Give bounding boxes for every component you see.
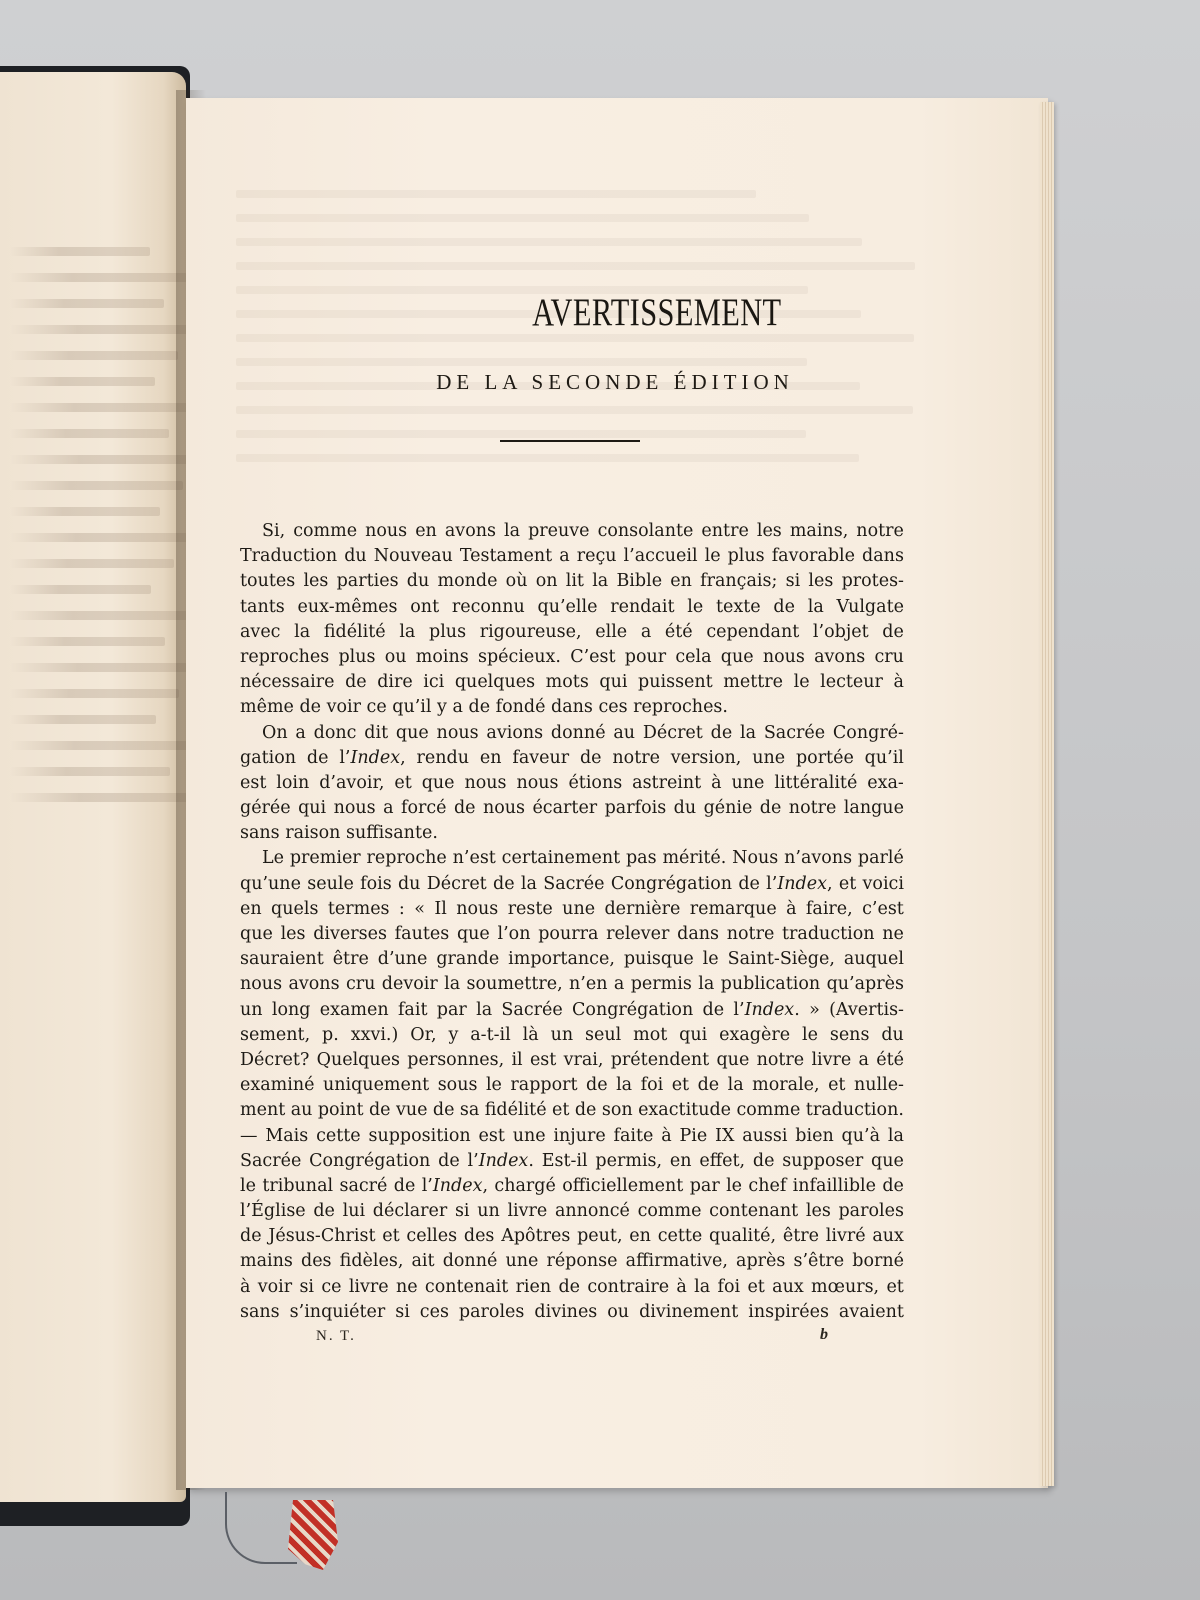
faded-line <box>10 767 170 776</box>
faded-line <box>10 533 186 542</box>
faded-line <box>10 455 186 464</box>
text-line: nous avons cru devoir la soumettre, n’en a permis la publication qu’après <box>240 974 904 995</box>
text-line: même de voir ce qu’il y a de fondé dans ces reproches. <box>240 697 728 718</box>
show-through-line <box>236 262 915 270</box>
text-line: le tribunal sacré de l’Index, chargé officiellement par le chef infaillible de <box>240 1175 904 1196</box>
page-edges <box>1040 102 1054 1486</box>
text-line: avec la fidélité la plus rigoureuse, elle a été cependant l’objet de <box>240 621 904 642</box>
faded-line <box>10 351 178 360</box>
text-line: en quels termes : « Il nous reste une dernière remarque à faire, c’est <box>240 898 904 919</box>
faded-line <box>10 507 160 516</box>
faded-line <box>10 663 186 672</box>
page-title: AVERTISSEMENT <box>532 291 782 334</box>
text-line: nécessaire de dire ici quelques mots qui puissent mettre le lecteur à <box>240 672 904 693</box>
text-line: qu’une seule fois du Décret de la Sacrée Congrégation de l’Index, et voici <box>240 873 904 894</box>
text-line: On a donc dit que nous avions donné au Décret de la Sacrée Congré- <box>262 722 904 743</box>
text-line: sement, p. xxvi.) Or, y a-t-il là un seul mot qui exagère le sens du <box>240 1024 904 1045</box>
faded-line <box>10 741 186 750</box>
signature-mark: N. T. <box>316 1328 356 1344</box>
show-through-line <box>236 214 809 222</box>
faded-line <box>10 273 186 282</box>
faded-line <box>10 299 164 308</box>
text-line: ment au point de vue de sa fidélité et de son exactitude comme traduction. <box>240 1100 904 1121</box>
show-through-line <box>236 238 862 246</box>
faded-line <box>10 325 186 334</box>
text-line: toutes les parties du monde où on lit la Bible en français; si les protes- <box>240 571 904 592</box>
show-through-line <box>236 406 913 414</box>
text-line: sans raison suffisante. <box>240 823 438 844</box>
bookmark-thread <box>225 1492 297 1564</box>
show-through-line <box>236 358 807 366</box>
show-through-line <box>236 430 806 438</box>
faded-line <box>10 403 186 412</box>
show-through-line <box>236 334 914 342</box>
faded-line <box>10 637 165 646</box>
text-line: Sacrée Congrégation de l’Index. Est-il permis, en effet, de supposer que <box>240 1150 904 1171</box>
text-line: examiné uniquement sous le rapport de la foi et de la morale, et nulle- <box>240 1075 904 1096</box>
left-page-faded-text <box>10 247 186 819</box>
text-line: Décret? Quelques personnes, il est vrai, prétendent que notre livre a été <box>240 1049 904 1070</box>
faded-line <box>10 481 183 490</box>
left-page <box>0 72 186 1502</box>
text-line: gérée qui nous a forcé de nous écarter parfois du génie de notre langue <box>240 798 904 819</box>
text-line: sans s’inquiéter si ces paroles divines ou divinement inspirées avaient <box>240 1301 904 1322</box>
text-line: reproches plus ou moins spécieux. C’est pour cela que nous avons cru <box>240 646 904 667</box>
show-through-line <box>236 454 859 462</box>
body-text <box>240 519 904 1325</box>
show-through-line <box>236 190 756 198</box>
text-line: Le premier reproche n’est certainement pas mérité. Nous n’avons parlé <box>262 848 904 869</box>
text-line: gation de l’Index, rendu en faveur de notre version, une portée qu’il <box>240 747 904 768</box>
text-line: un long examen fait par la Sacrée Congrégation de l’Index. » (Avertis- <box>240 999 904 1020</box>
faded-line <box>10 429 169 438</box>
faded-line <box>10 377 155 386</box>
faded-line <box>10 247 150 256</box>
gathering-letter: b <box>820 1326 828 1343</box>
faded-line <box>10 793 186 802</box>
text-line: à voir si ce livre ne contenait rien de contraire à la foi et aux mœurs, et <box>240 1276 904 1297</box>
title-rule <box>500 440 640 442</box>
faded-line <box>10 715 156 724</box>
text-line: que les diverses fautes que l’on pourra relever dans notre traduction ne <box>240 924 904 944</box>
text-line: Si, comme nous en avons la preuve consolante entre les mains, notre <box>262 521 904 541</box>
text-line: l’Église de lui déclarer si un livre annoncé comme contenant les paroles <box>240 1201 904 1222</box>
faded-line <box>10 559 174 568</box>
text-line: est loin d’avoir, et que nous nous étions astreint à une littéralité exa- <box>240 772 904 793</box>
faded-line <box>10 689 179 698</box>
text-line: — Mais cette supposition est une injure faite à Pie IX aussi bien qu’à la <box>240 1125 904 1146</box>
text-line: sauraient être d’une grande importance, puisque le Saint-Siège, auquel <box>240 949 904 970</box>
text-line: tants eux-mêmes ont reconnu qu’elle rendait le texte de la Vulgate <box>240 596 904 617</box>
page-subtitle: DE LA SECONDE ÉDITION <box>436 370 794 394</box>
text-line: de Jésus-Christ et celles des Apôtres peut, en cette qualité, être livré aux <box>240 1226 904 1247</box>
faded-line <box>10 611 186 620</box>
faded-line <box>10 585 151 594</box>
text-line: Traduction du Nouveau Testament a reçu l’accueil le plus favorable dans <box>240 546 904 567</box>
text-line: mains des fidèles, ait donné une réponse affirmative, après s’être borné <box>240 1251 904 1272</box>
